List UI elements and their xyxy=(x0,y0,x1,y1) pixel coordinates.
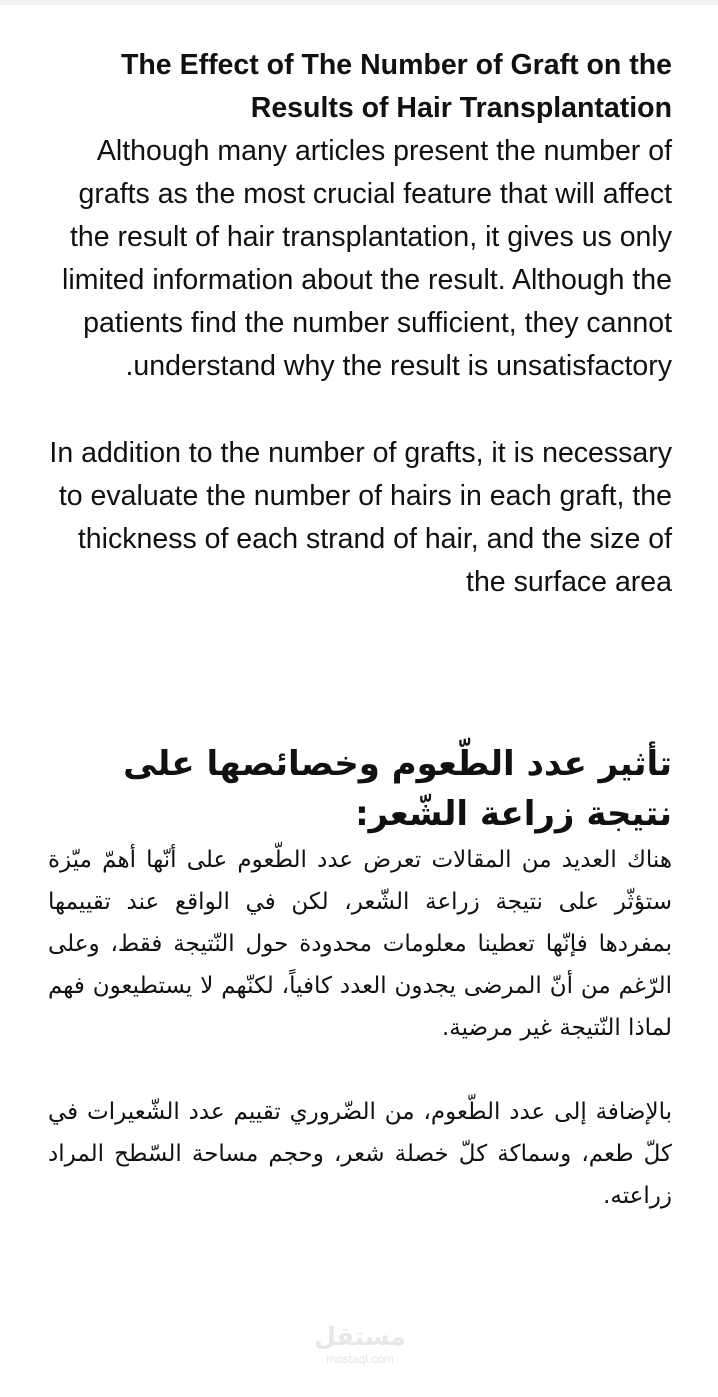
watermark-url: mostaql.com xyxy=(325,1352,395,1366)
arabic-section xyxy=(48,739,672,1217)
arabic-paragraph-2: بالإضافة إلى عدد الطّعوم، من الضّروري تقييم عدد الشّعيرات في كلّ طعم، وسماكة كلّ خصلة شعر، وحجم مساحة السّطح المراد زراعته. xyxy=(48,1099,672,1209)
english-title: The Effect of The Number of Graft on the Results of Hair Transplantation xyxy=(120,49,672,124)
english-paragraph-2: In addition to the number of grafts, it is necessary to evaluate the number of hairs in each graft, the thickness of each strand of hair, and the size of the surface area xyxy=(49,437,672,598)
english-paragraph-1: Although many articles present the number of grafts as the most crucial feature that will affect the result of hair transplantation, it gives us only limited information about the result. Although the patients find the number sufficient, they cannot understand why the result is unsatisfactory. xyxy=(62,135,672,382)
top-strip xyxy=(0,0,718,5)
english-section xyxy=(48,44,672,604)
article xyxy=(48,44,672,1217)
mostaql-watermark xyxy=(310,1322,410,1366)
arabic-paragraph-1: هناك العديد من المقالات تعرض عدد الطّعوم على أنّها أهمّ ميّزة ستؤثّر على نتيجة زراعة الشّعر، لكن في الواقع عند تقييمها بمفردها فإنّها تعطينا معلومات محدودة حول النّتيجة فقط، وعلى الرّغم من أنّ المرضى يجدون العدد كافياً، لكنّهم لا يستطيعون فهم لماذا النّتيجة غير مرضية. xyxy=(48,847,672,1041)
watermark-logo: مستقل xyxy=(314,1322,406,1351)
arabic-title: تأثير عدد الطّعوم وخصائصها على نتيجة زراعة الشّعر: xyxy=(123,744,672,834)
